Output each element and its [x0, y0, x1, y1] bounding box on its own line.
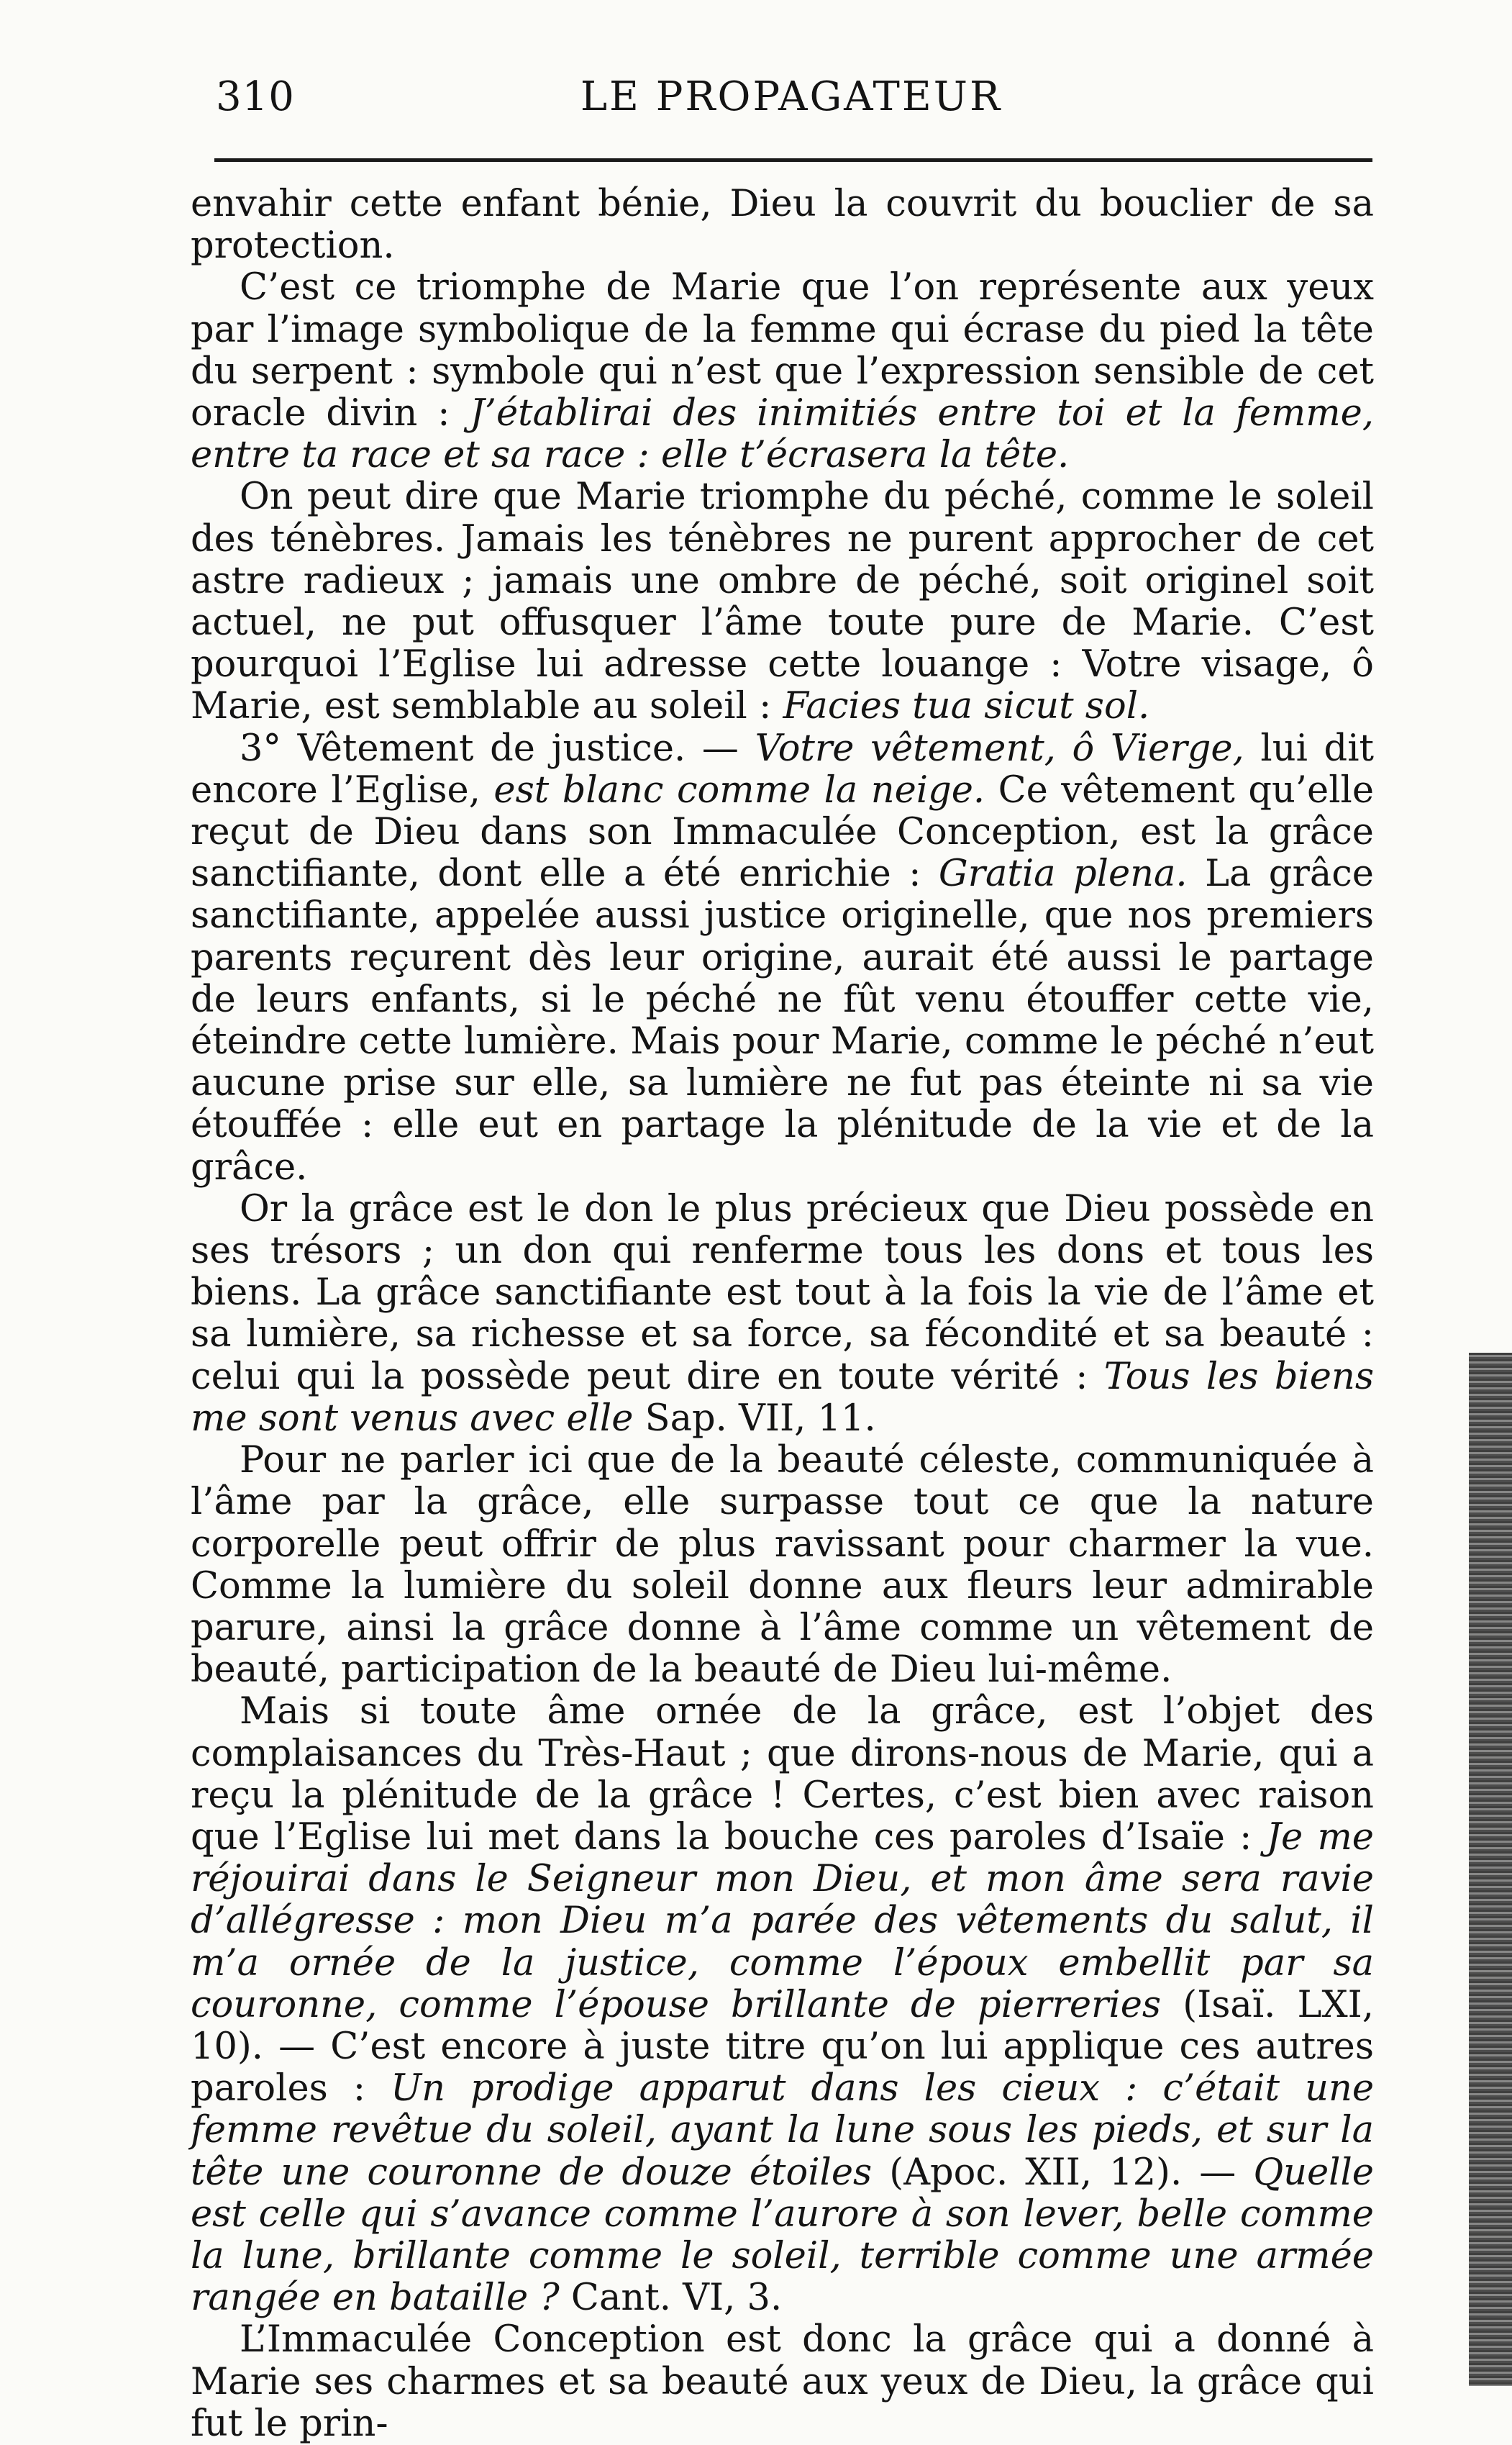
paragraph [191, 267, 1374, 476]
text-run: Pour ne parler ici que de la beauté céleste, communiquée à l’âme par la grâce, elle surpasse tout ce que la nature corporelle peut offrir de plus ravissant pour charmer la vue. Comme la lumière du soleil donne aux fleurs leur admirable parure, ainsi la grâce donne à l’âme comme un vêtement de beauté, participation de la beauté de Dieu lui-même. [191, 1439, 1374, 1692]
italic-text: Un prodige apparut dans les cieux : c’était une femme revêtue du soleil, ayant la lune sous les pieds, et sur la tête une couronne de douze étoiles [191, 2067, 1374, 2194]
text-run: (Isaï. LXI, 10). — C’est encore à juste titre qu’on lui applique ces autres paroles : [191, 1983, 1374, 2110]
body-text [191, 183, 1374, 2445]
italic-text: Je me réjouirai dans le Seigneur mon Dieu, et mon âme sera ravie d’allégresse : mon Dieu m’a parée des vêtements du salut, il m’a ornée de la justice, comme l’époux embellit par sa couronne, comme l’épouse brillante de pierreries [191, 1815, 1374, 2026]
text-run: L’Immaculée Conception est donc la grâce qui a donné à Marie ses charmes et sa beauté aux yeux de Dieu, la grâce qui fut le prin- [191, 2318, 1374, 2445]
running-title: LE PROPAGATEUR [580, 73, 1003, 120]
italic-text: Quelle est celle qui s’avance comme l’aurore à son lever, belle comme la lune, brillante comme le soleil, terrible comme une armée rangée en bataille ? [191, 2151, 1374, 2320]
italic-text: Tous les biens me sont venus avec elle [191, 1355, 1374, 1440]
paragraph [191, 1691, 1374, 2319]
paragraph [191, 728, 1374, 1189]
text-run: envahir cette enfant bénie, Dieu la couvrit du bouclier de sa protection. [191, 183, 1374, 268]
header-rule [214, 158, 1372, 162]
paragraph [191, 1440, 1374, 1691]
page-number: 310 [216, 73, 295, 120]
italic-text: J’établirai des inimitiés entre toi et la femme, entre ta race et sa race : elle t’écrasera la tête. [191, 392, 1374, 477]
italic-text: Facies tua sicut sol. [783, 685, 1150, 728]
text-run: Ce vêtement qu’elle reçut de Dieu dans son Immaculée Conception, est la grâce sanctifiante, dont elle a été enrichie : [191, 768, 1375, 896]
text-run: 3° Vêtement de justice. — [240, 727, 755, 770]
italic-text: Votre vêtement, ô Vierge, [755, 727, 1244, 770]
italic-text: Gratia plena. [938, 853, 1188, 896]
page-edge-shadow [1469, 1353, 1512, 2386]
text-run: (Apoc. XII, 12). — [872, 2151, 1254, 2194]
paragraph [191, 1189, 1374, 1440]
text-run: On peut dire que Marie triomphe du péché, comme le soleil des ténèbres. Jamais les ténèbres ne purent approcher de cet astre radieux ; jamais une ombre de péché, soit originel soit actuel, ne put offusquer l’âme toute pure de Marie. C’est pourquoi l’Eglise lui adresse cette louange : Votre visage, ô Marie, est semblable au soleil : [191, 476, 1374, 728]
paragraph [191, 476, 1374, 727]
text-run: La grâce sanctifiante, appelée aussi justice originelle, que nos premiers parents reçurent dès leur origine, aurait été aussi le partage de leurs enfants, si le péché ne fût venu étouffer cette vie, éteindre cette lumière. Mais pour Marie, comme le péché n’eut aucune prise sur elle, sa lumière ne fut pas éteinte ni sa vie étouffée : elle eut en partage la plénitude de la vie et de la grâce. [191, 853, 1374, 1189]
text-run: Or la grâce est le don le plus précieux que Dieu possède en ses trésors ; un don qui renferme tous les dons et tous les biens. La grâce sanctifiante est tout à la fois la vie de l’âme et sa lumière, sa richesse et sa force, sa fécondité et sa beauté : celui qui la possède peut dire en toute vérité : [191, 1187, 1374, 1398]
paragraph [191, 2319, 1374, 2445]
running-header [216, 73, 1367, 131]
paragraph [191, 183, 1374, 267]
text-run: Mais si toute âme ornée de la grâce, est l’objet des complaisances du Très-Haut ; que dirons-nous de Marie, qui a reçu la plénitude de la grâce ! Certes, c’est bien avec raison que l’Eglise lui met dans la bouche ces paroles d’Isaïe : [191, 1690, 1374, 1859]
text-run: lui dit encore l’Eglise, [191, 727, 1375, 812]
text-run: Sap. VII, 11. [633, 1397, 876, 1440]
text-run: Cant. VI, 3. [559, 2277, 783, 2320]
text-run: C’est ce triomphe de Marie que l’on représente aux yeux par l’image symbolique de la femme qui écrase du pied la tête du serpent : symbole qui n’est que l’expression sensible de cet oracle divin : [191, 266, 1374, 435]
italic-text: est blanc comme la neige. [493, 768, 985, 812]
